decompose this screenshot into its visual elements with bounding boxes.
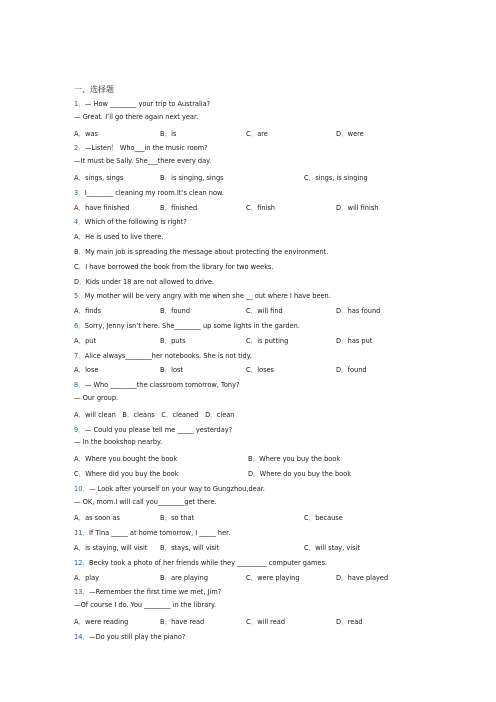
answer-option[interactable]: A．have finished <box>74 203 130 212</box>
dialogue-line: — Our group. <box>74 394 119 402</box>
question-number: 7． <box>74 351 85 360</box>
answer-option[interactable]: D．Where do you buy the book <box>248 470 352 478</box>
option-row <box>74 512 434 521</box>
answer-option[interactable]: C．are <box>246 129 268 138</box>
answer-option[interactable]: C．I have borrowed the book from the library for two weeks. <box>74 262 274 271</box>
question-text <box>74 424 232 434</box>
answer-option[interactable]: B．are playing <box>160 573 209 582</box>
answer-option[interactable]: B．Where you buy the book <box>248 455 341 464</box>
question-number: 3． <box>74 188 85 197</box>
dialogue-line: — Great. I’ll go there again next year. <box>74 112 199 121</box>
answer-option[interactable]: B．have read <box>160 618 205 626</box>
answer-option[interactable]: B．puts <box>160 336 186 345</box>
question-stem: —Do you still play the piano? <box>88 632 186 641</box>
question-text <box>74 320 300 330</box>
question-text <box>74 350 252 360</box>
question-number: 8． <box>74 381 85 390</box>
question-stem: If Tina _____ at home tomorrow, I _____ her. <box>88 529 231 538</box>
question-number: 14． <box>74 632 89 641</box>
question-number: 6． <box>74 322 85 330</box>
answer-option[interactable]: B．finished <box>160 203 198 212</box>
answer-option[interactable]: C．loses <box>246 366 274 375</box>
answer-option[interactable]: B．stays, will visit <box>160 544 220 552</box>
question-text <box>74 586 221 596</box>
option-row <box>74 128 434 137</box>
option-row <box>74 542 434 551</box>
answer-option[interactable]: D．were <box>336 129 364 138</box>
dialogue-line: —Of course I do. You ________ in the library. <box>74 601 216 610</box>
option-row <box>74 364 434 373</box>
question-stem: Which of the following is right? <box>84 218 187 227</box>
answer-option[interactable]: B．lost <box>160 366 184 375</box>
question-text <box>74 631 185 641</box>
question-stem: —Listen！ Who___in the music room? <box>84 144 208 153</box>
answer-option[interactable]: C．is putting <box>246 336 289 345</box>
answer-option[interactable]: B．is <box>160 129 177 138</box>
answer-option[interactable]: A．play <box>74 573 100 582</box>
question-stem: Sorry, Jenny isn’t here. She________ up some lights in the garden. <box>84 322 300 330</box>
answer-option[interactable]: C．finish <box>246 203 275 212</box>
question-stem: — How ________ your trip to Australia? <box>84 100 211 108</box>
answer-option[interactable]: A．was <box>74 129 98 138</box>
answer-option[interactable]: D．will finish <box>336 203 379 212</box>
question-text <box>74 557 327 567</box>
answer-option[interactable]: A．will clean B．cleans C．cleaned D．clean <box>74 410 235 419</box>
question-stem: — Who ________the classroom tomorrow, Tony? <box>84 381 240 390</box>
question-number: 11． <box>74 529 89 538</box>
answer-option[interactable]: B．is singing, sings <box>160 174 224 182</box>
question-text <box>74 98 210 108</box>
answer-option[interactable]: A．Where you bought the book <box>74 455 178 464</box>
question-text <box>74 379 240 389</box>
answer-option[interactable]: B．found <box>160 307 191 316</box>
question-stem: — Could you please tell me _____ yesterday? <box>84 425 233 434</box>
answer-option[interactable]: A．sings, sings <box>74 174 124 182</box>
answer-option[interactable]: C．were playing <box>246 573 300 582</box>
question-text <box>74 187 224 197</box>
answer-option[interactable]: A．put <box>74 336 97 345</box>
question-number: 10． <box>74 484 89 493</box>
answer-option[interactable]: B．so that <box>160 514 195 523</box>
question-text <box>74 290 331 300</box>
answer-option[interactable]: A．He is used to live there. <box>74 233 164 242</box>
question-number: 5． <box>74 292 85 301</box>
dialogue-line: —It must be Sally. She___there every day. <box>74 157 212 166</box>
question-number: 12． <box>74 558 89 567</box>
answer-option[interactable]: D．read <box>336 618 363 626</box>
answer-option[interactable]: A．is staying, will visit <box>74 544 148 552</box>
option-row <box>74 305 434 314</box>
section-title: 一、选择题 <box>74 85 114 94</box>
option-row <box>74 453 434 462</box>
option-row <box>74 468 434 477</box>
answer-option[interactable]: D．Kids under 18 are not allowed to drive. <box>74 277 215 286</box>
option-row <box>74 172 434 181</box>
dialogue-line: — In the bookshop nearby. <box>74 438 163 447</box>
answer-option[interactable]: D．has found <box>336 307 381 316</box>
question-stem: Becky took a photo of her friends while they _________ computer games. <box>88 558 328 567</box>
question-text <box>74 216 187 226</box>
option-row <box>74 231 434 240</box>
answer-option[interactable]: C．because <box>304 514 343 523</box>
answer-option[interactable]: A．as soon as <box>74 514 120 523</box>
answer-option[interactable]: A．finds <box>74 307 102 316</box>
answer-option[interactable]: C．will stay, visit <box>304 544 360 552</box>
question-text <box>74 142 208 152</box>
question-text <box>74 483 265 493</box>
question-number: 2． <box>74 144 85 153</box>
question-number: 4． <box>74 218 85 227</box>
answer-option[interactable]: C．Where did you buy the book <box>74 470 179 478</box>
option-row <box>74 202 434 211</box>
question-stem: Alice always________her notebooks. She is not tidy. <box>84 351 252 360</box>
answer-option[interactable]: C．will find <box>246 307 283 316</box>
answer-option[interactable]: A．were reading <box>74 618 129 626</box>
question-number: 9． <box>74 425 85 434</box>
answer-option[interactable]: C．will read <box>246 618 286 626</box>
answer-option[interactable]: D．have played <box>336 573 389 582</box>
question-text <box>74 527 230 537</box>
option-row <box>74 261 434 270</box>
question-stem: I________ cleaning my room.It’s clean now. <box>84 188 224 197</box>
option-row <box>74 572 434 581</box>
dialogue-line: — OK, mom.I will call you________get there. <box>74 497 217 506</box>
question-number: 1． <box>74 100 85 108</box>
option-row <box>74 335 434 344</box>
question-stem: My mother will be very angry with me when she __ out where I have been. <box>84 292 331 301</box>
answer-option[interactable]: A．lose <box>74 366 99 375</box>
answer-option[interactable]: B．My main job is spreading the message about protecting the environment. <box>74 248 329 256</box>
question-number: 13． <box>74 588 89 597</box>
question-stem: —Remember the first time we met, Jim? <box>88 588 222 597</box>
answer-option[interactable]: D．has put <box>336 336 373 345</box>
option-row <box>74 409 434 418</box>
answer-option[interactable]: D．found <box>336 366 367 375</box>
answer-option[interactable]: C．sings, is singing <box>304 174 368 182</box>
question-stem: — Look after yourself on your way to Gungzhou,dear. <box>88 484 265 493</box>
option-row <box>74 276 434 285</box>
option-row <box>74 616 434 625</box>
option-row <box>74 246 434 255</box>
